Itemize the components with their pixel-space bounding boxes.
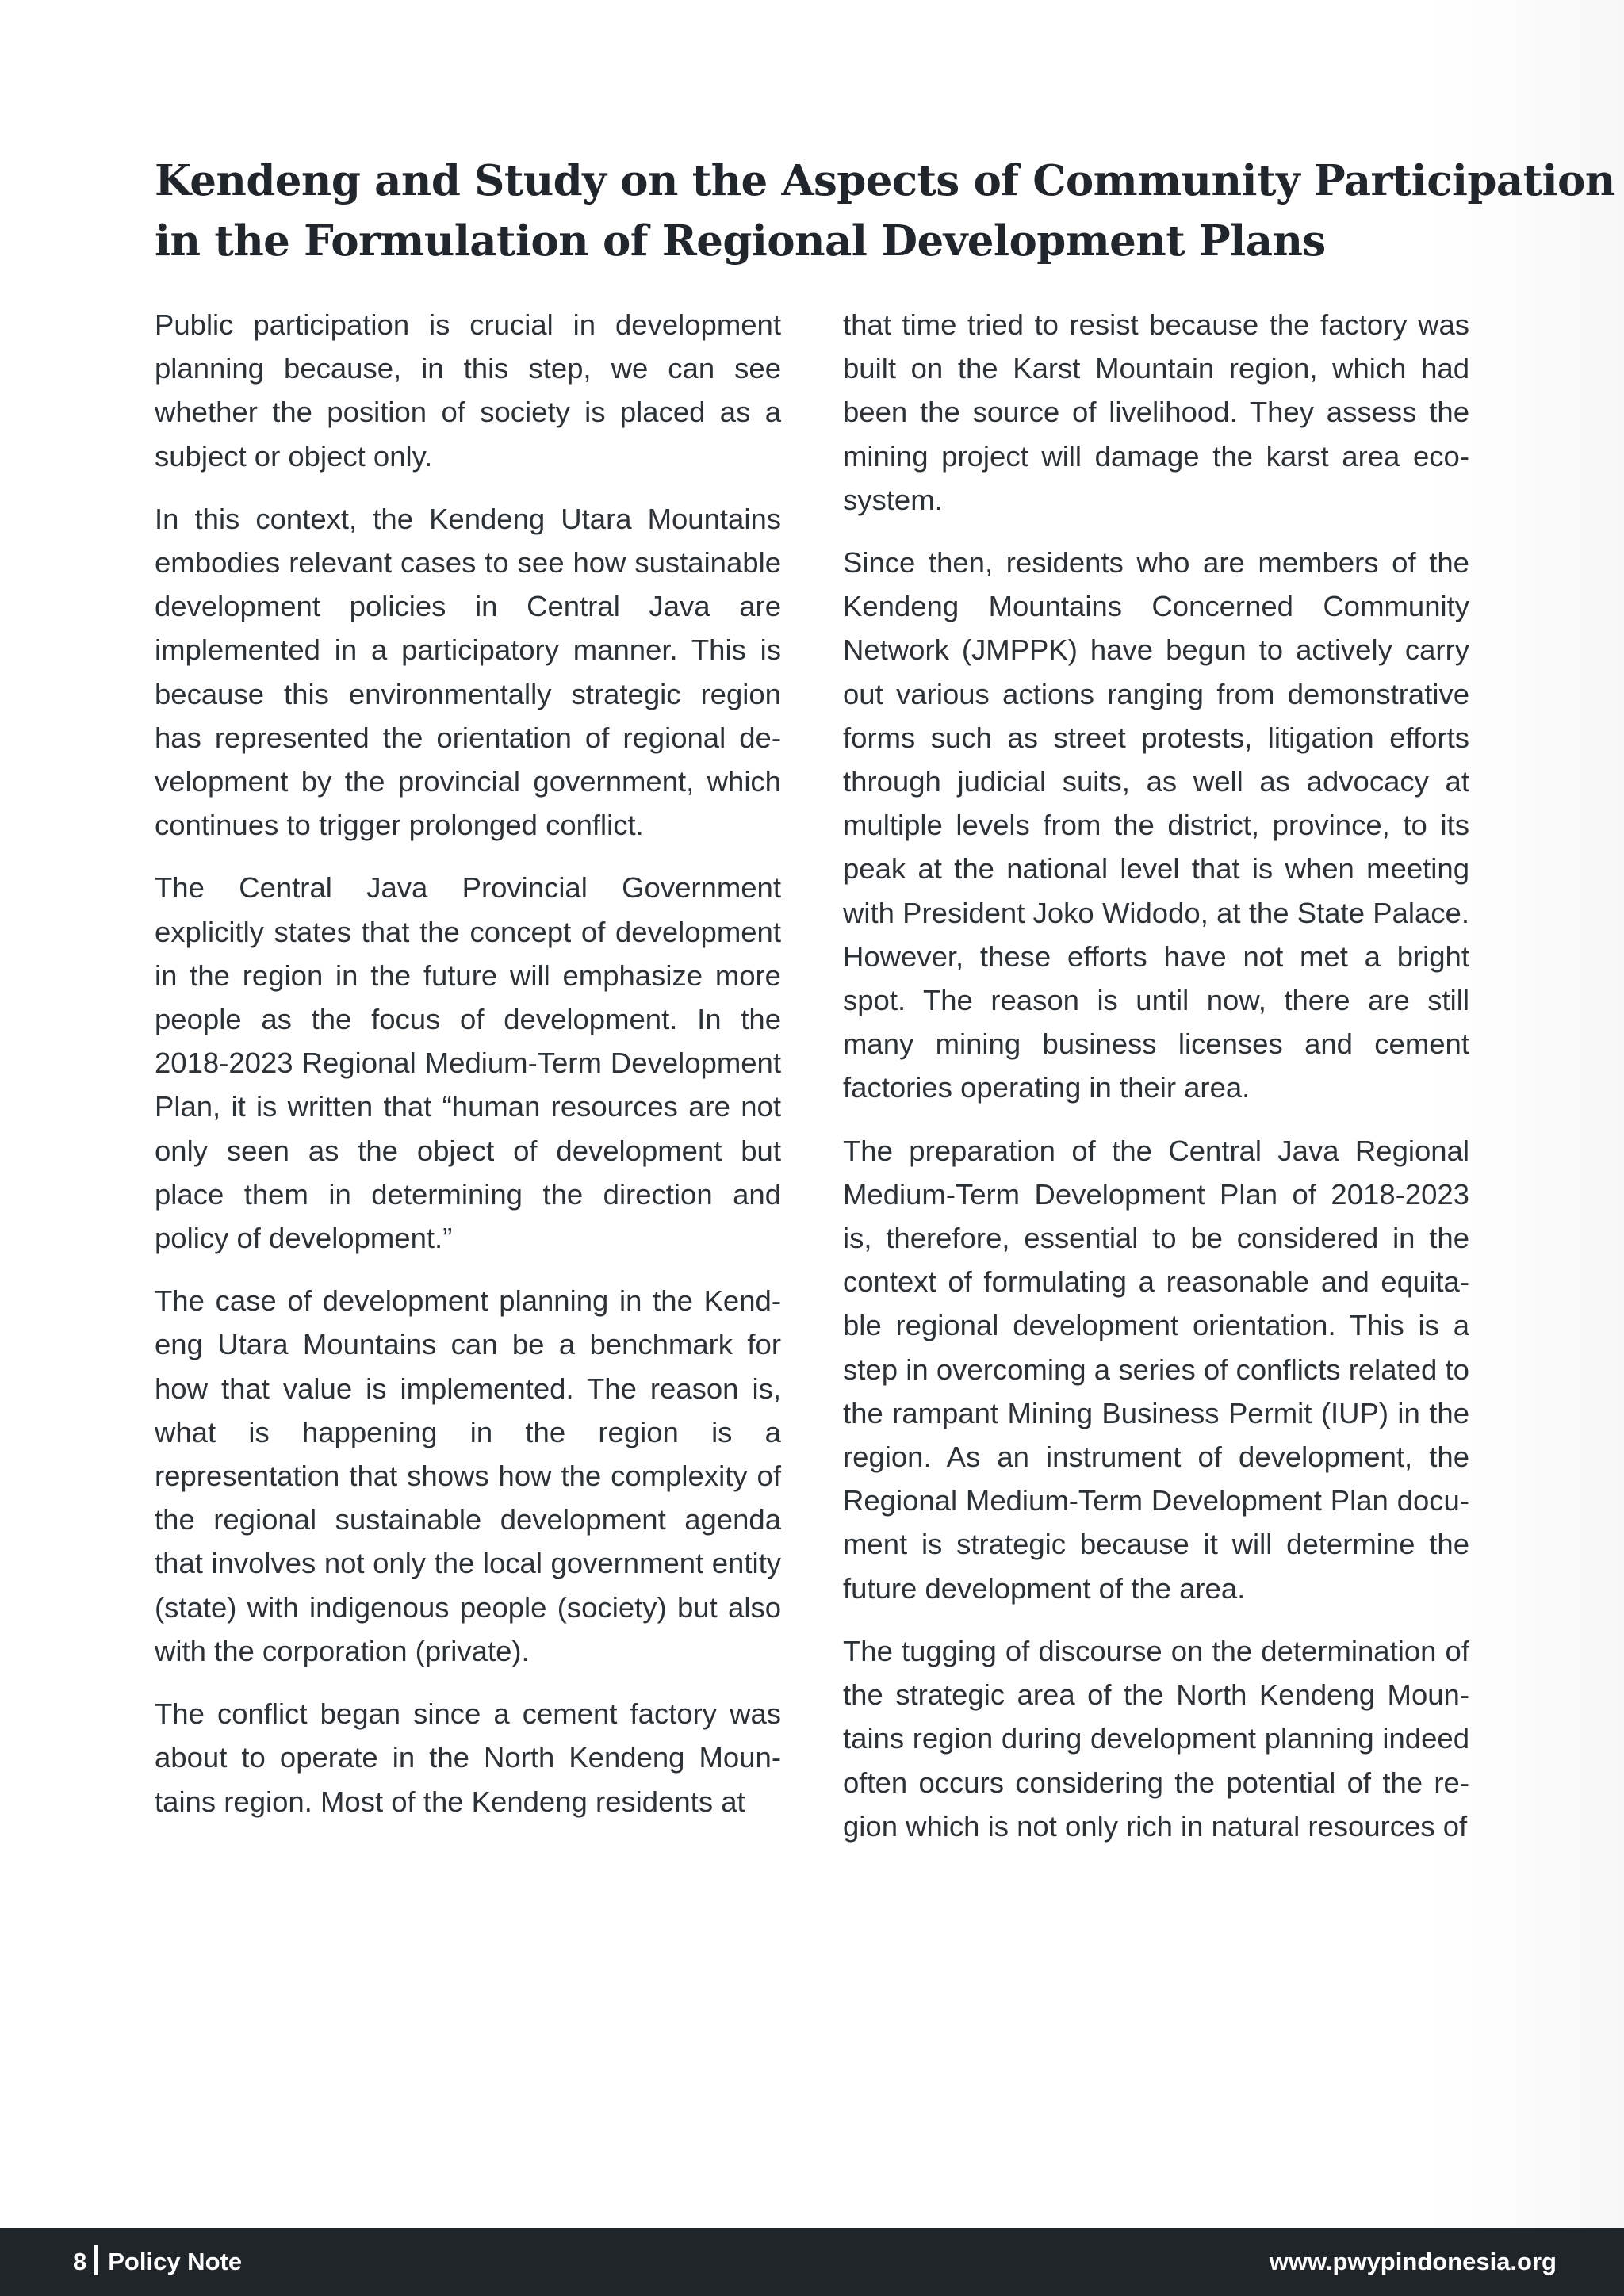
page-number: 8	[73, 2248, 87, 2275]
footer-section: Policy Note	[108, 2248, 243, 2275]
footer-website[interactable]: www.pwypindonesia.org	[1269, 2248, 1557, 2275]
paragraph: In this context, the Kendeng Utara Mountains embodies relevant cases to see how sustainable development policies in Central Java are implemented in a participatory manner. This is because this environmentally strategic region has represented the orientation of regional development by the provincial government, which continues to trigger prolonged conflict.	[155, 502, 781, 842]
paragraph: Since then, residents who are members of the Kendeng Mountains Concerned Community Network (JMPPK) have begun to actively carry out various actions ranging from demonstrative forms such as street protests, litigation efforts through judicial suits, as well as advocacy at multiple levels from the district, province, to its peak at the national level that is when meeting with President Joko Widodo, at the State Palace. However, these efforts have not met a bright spot. The reason is until now, there are still many mining business licenses and cement factories operating in their area.	[843, 546, 1469, 1104]
page-footer	[0, 2228, 1624, 2296]
paragraph: that time tried to resist because the factory was built on the Karst Mountain region, which had been the source of livelihood. They assess the mining project will damage the karst area ecosystem.	[843, 308, 1469, 516]
title-line-2: in the Formulation of Regional Development Plans	[155, 216, 1326, 266]
paragraph: The preparation of the Central Java Regional Medium-Term Development Plan of 2018-2023 is, therefore, essential to be considered in the context of formulating a reasonable and equitable regional development orientation. This is a step in overcoming a series of conflicts related to the rampant Mining Business Permit (IUP) in the region. As an instrument of development, the Regional Medium-Term Development Plan document is strategic because it will determine the future development of the area.	[843, 1134, 1469, 1605]
paragraph: Public participation is crucial in development planning because, in this step, we can see whether the position of society is placed as a subject or object only.	[155, 308, 781, 473]
paragraph: The tugging of discourse on the determination of the strategic area of the North Kendeng Mountains region during development planning indeed often occurs considering the potential of the region which is not only rich in natural resources of	[843, 1634, 1469, 1843]
paragraph: The Central Java Provincial Government explicitly states that the concept of development in the region in the future will emphasize more people as the focus of development. In the 2018-2023 Regional Medium-Term Development Plan, it is written that “human resources are not only seen as the object of development but place them in determining the direction and policy of development.”	[155, 871, 781, 1255]
paragraph: The conflict began since a cement factory was about to operate in the North Kendeng Mountains region. Most of the Kendeng residents at	[155, 1697, 781, 1818]
page-title	[155, 151, 1615, 271]
footer-page-label	[73, 2245, 242, 2279]
right-column	[843, 303, 1469, 1867]
left-column	[155, 303, 781, 1843]
title-line-1: Kendeng and Study on the Aspects of Community Participation	[155, 156, 1615, 205]
paragraph: The case of development planning in the Kendeng Utara Mountains can be a benchmark for how that value is implemented. The reason is, what is happening in the region is a representation that shows how the complexity of the regional sustainable development agenda that involves not only the local government entity (state) with indigenous people (society) but also with the corporation (private).	[155, 1284, 781, 1667]
footer-divider	[94, 2245, 98, 2275]
